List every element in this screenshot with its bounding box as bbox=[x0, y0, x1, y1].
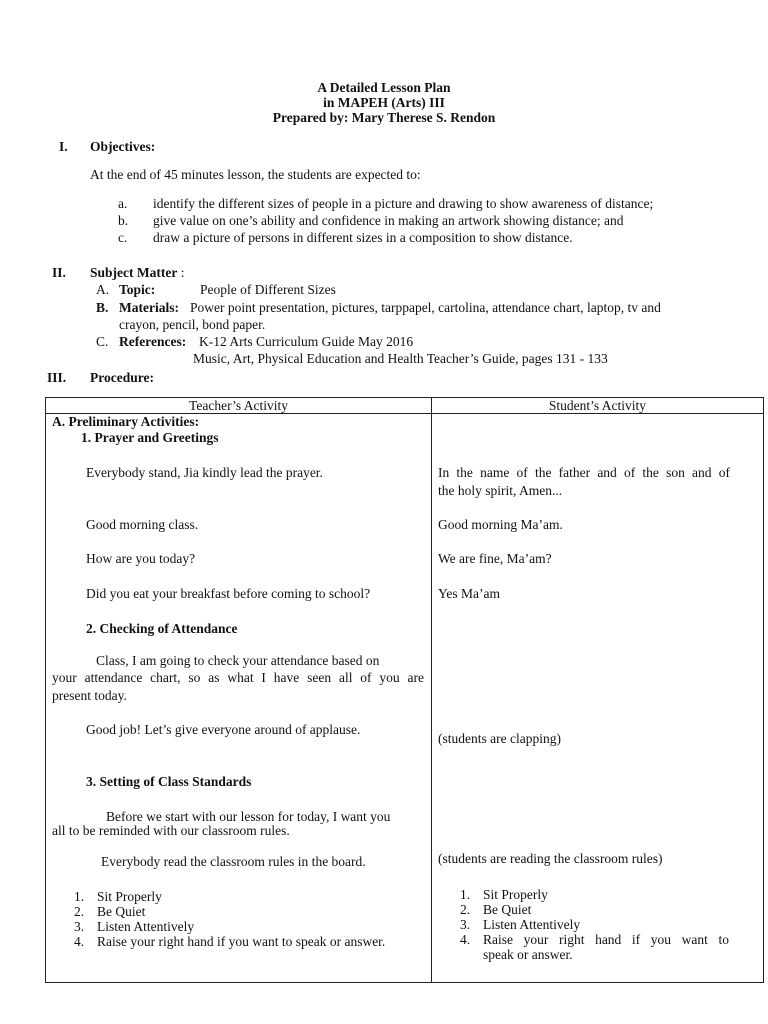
materials-letter: B. bbox=[96, 300, 109, 315]
objectives-intro: At the end of 45 minutes lesson, the students are expected to: bbox=[90, 167, 421, 182]
subject-matter-number: II. bbox=[52, 265, 66, 280]
teacher-rule-text: Raise your right hand if you want to speak or answer. bbox=[97, 934, 386, 949]
objective-letter-c: c. bbox=[118, 230, 128, 245]
teacher-rule-text: Sit Properly bbox=[97, 889, 162, 904]
objective-text-a: identify the different sizes of people in a picture and drawing to show awareness of distance; bbox=[153, 196, 654, 211]
student-prayer-line1: In the name of the father and of the son and of bbox=[438, 465, 730, 480]
student-rule-number: 2. bbox=[460, 902, 471, 917]
topic-value: People of Different Sizes bbox=[200, 282, 336, 297]
teacher-rule-number: 4. bbox=[74, 934, 85, 949]
objectives-heading: Objectives: bbox=[90, 139, 156, 154]
teacher-rule-number: 1. bbox=[74, 889, 85, 904]
teacher-line-prayer: Everybody stand, Jia kindly lead the prayer. bbox=[86, 465, 323, 480]
objective-letter-a: a. bbox=[118, 196, 128, 211]
subject-matter-heading: Subject Matter bbox=[90, 265, 178, 280]
teacher-line-how-are-you: How are you today? bbox=[86, 551, 196, 566]
prayer-greetings-heading: 1. Prayer and Greetings bbox=[81, 430, 219, 445]
student-line-reading-rules: (students are reading the classroom rules) bbox=[438, 851, 663, 866]
materials-label: Materials: bbox=[119, 300, 179, 315]
teacher-attendance-line2: your attendance chart, so as what I have seen all of you are bbox=[52, 670, 424, 685]
teacher-rule-text: Be Quiet bbox=[97, 904, 146, 919]
topic-letter: A. bbox=[96, 282, 110, 297]
subject-matter-heading-line bbox=[90, 265, 184, 281]
student-rule-number: 1. bbox=[460, 887, 471, 902]
table-column-divider bbox=[431, 398, 432, 982]
student-rule-text: Be Quiet bbox=[483, 902, 532, 917]
student-line-yes: Yes Ma’am bbox=[438, 586, 501, 601]
procedure-number: III. bbox=[47, 370, 67, 385]
teacher-attendance-line3: present today. bbox=[52, 688, 127, 703]
teacher-activity-header: Teacher’s Activity bbox=[189, 398, 288, 413]
student-rule-text-line1: Raise your right hand if you want to bbox=[483, 932, 729, 947]
class-standards-heading: 3. Setting of Class Standards bbox=[86, 774, 252, 789]
lesson-title: A Detailed Lesson Plan bbox=[317, 80, 451, 95]
objectives-number: I. bbox=[59, 139, 68, 154]
attendance-heading: 2. Checking of Attendance bbox=[86, 621, 238, 636]
materials-value-line2: crayon, pencil, bond paper. bbox=[119, 317, 266, 332]
student-line-fine: We are fine, Ma’am? bbox=[438, 551, 552, 566]
topic-label: Topic: bbox=[119, 282, 156, 297]
teacher-line-breakfast: Did you eat your breakfast before coming to school? bbox=[86, 586, 371, 601]
subject-matter-colon: : bbox=[180, 265, 185, 280]
references-label: References: bbox=[119, 334, 187, 349]
prepared-by: Prepared by: Mary Therese S. Rendon bbox=[272, 110, 496, 125]
teacher-attendance-line1: Class, I am going to check your attendance based on bbox=[96, 653, 380, 668]
teacher-standards-line2: all to be reminded with our classroom rules. bbox=[52, 823, 290, 838]
references-letter: C. bbox=[96, 334, 109, 349]
teacher-rule-number: 3. bbox=[74, 919, 85, 934]
objective-text-b: give value on one’s ability and confidence in making an artwork showing distance; and bbox=[153, 213, 624, 228]
teacher-line-applause: Good job! Let’s give everyone around of applause. bbox=[86, 722, 361, 737]
references-value-line1: K-12 Arts Curriculum Guide May 2016 bbox=[199, 334, 414, 349]
references-value-line2: Music, Art, Physical Education and Health Teacher’s Guide, pages 131 - 133 bbox=[193, 351, 608, 366]
teacher-rule-text: Listen Attentively bbox=[97, 919, 195, 934]
student-line-greeting: Good morning Ma’am. bbox=[438, 517, 563, 532]
teacher-line-greeting: Good morning class. bbox=[86, 517, 199, 532]
materials-value-line1: Power point presentation, pictures, tarppapel, cartolina, attendance chart, laptop, tv and bbox=[190, 300, 661, 315]
student-activity-header: Student’s Activity bbox=[548, 398, 647, 413]
student-rule-number: 4. bbox=[460, 932, 471, 947]
student-rule-text: Listen Attentively bbox=[483, 917, 581, 932]
student-rule-text: Sit Properly bbox=[483, 887, 548, 902]
teacher-rule-number: 2. bbox=[74, 904, 85, 919]
objective-text-c: draw a picture of persons in different sizes in a composition to show distance. bbox=[153, 230, 573, 245]
lesson-subject: in MAPEH (Arts) III bbox=[323, 95, 445, 110]
student-rule-number: 3. bbox=[460, 917, 471, 932]
student-prayer-line2: the holy spirit, Amen... bbox=[438, 483, 563, 498]
preliminary-activities-heading: A. Preliminary Activities: bbox=[52, 414, 200, 429]
teacher-standards-line1: Before we start with our lesson for today, I want you bbox=[106, 809, 391, 824]
student-rule-text-line2: speak or answer. bbox=[483, 947, 573, 962]
student-line-clapping: (students are clapping) bbox=[438, 731, 561, 746]
procedure-heading: Procedure: bbox=[90, 370, 154, 385]
teacher-line-read-rules: Everybody read the classroom rules in the board. bbox=[101, 854, 366, 869]
procedure-table bbox=[45, 397, 764, 983]
objective-letter-b: b. bbox=[118, 213, 129, 228]
